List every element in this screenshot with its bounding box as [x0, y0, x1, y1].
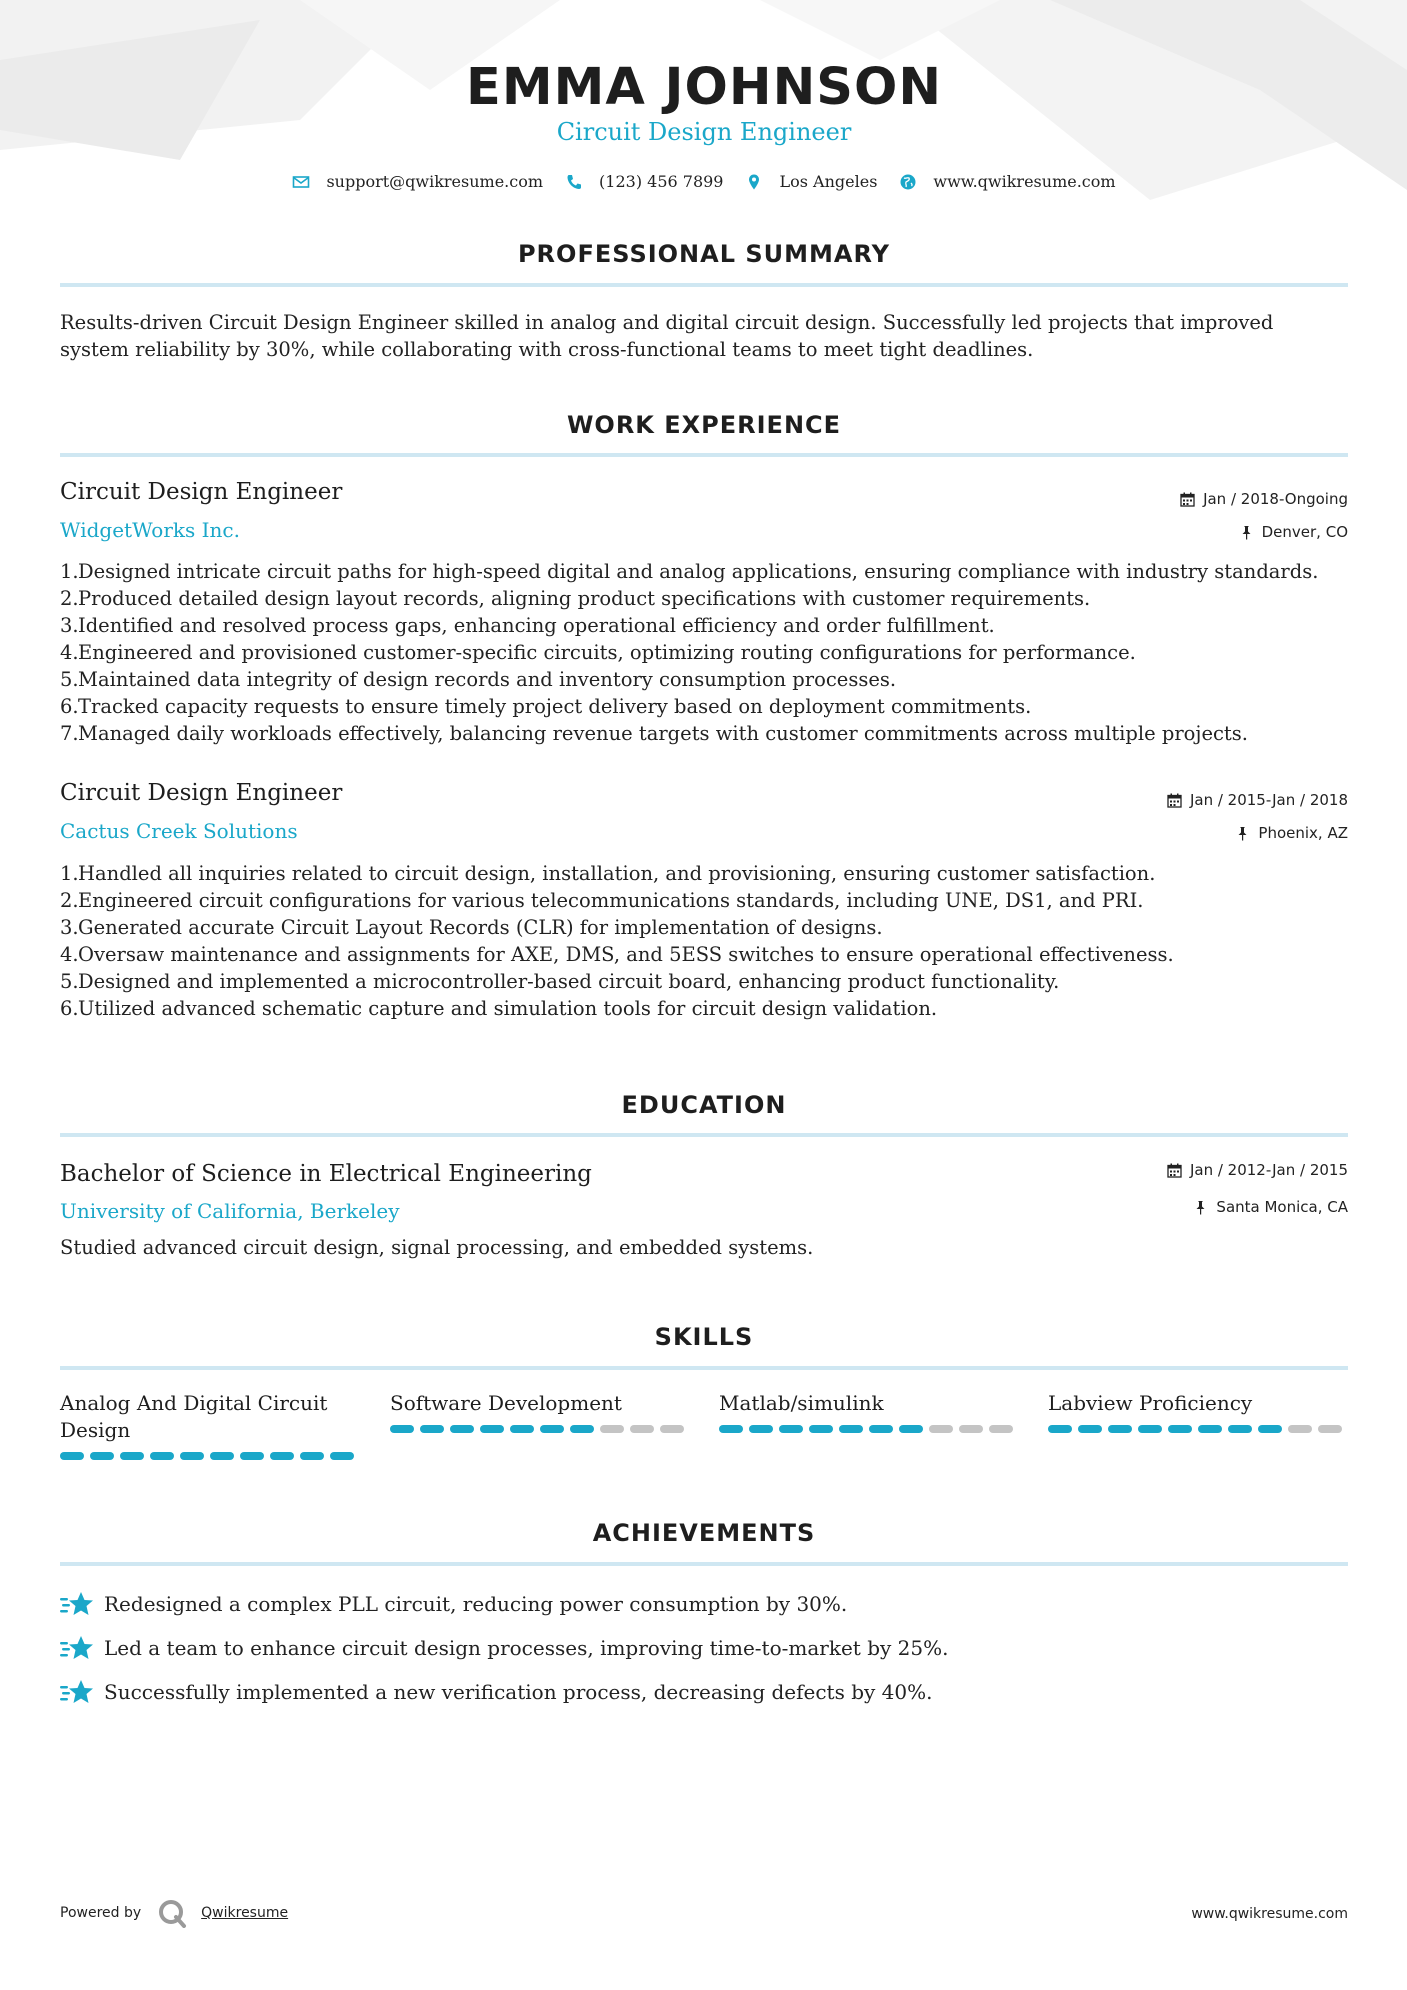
skill-segment-empty: [660, 1425, 684, 1433]
skill-segment-empty: [600, 1425, 624, 1433]
education-location: [1193, 1198, 1348, 1216]
skill-name: Matlab/simulink: [719, 1391, 884, 1415]
list-item: Engineered circuit configurations for various telecommunications standards, including UNE, DS1, and PRI.: [78, 889, 1144, 912]
list-item: Managed daily workloads effectively, balancing revenue targets with customer commitments across multiple projects.: [78, 722, 1248, 745]
achievement-item: [60, 1677, 1348, 1707]
skill-segment-filled: [300, 1452, 324, 1460]
skill-item: [390, 1390, 690, 1433]
contact-website-text: www.qwikresume.com: [933, 172, 1116, 191]
skill-segment-filled: [180, 1452, 204, 1460]
skill-segment-filled: [60, 1452, 84, 1460]
skill-segment-empty: [1318, 1425, 1342, 1433]
skill-segment-filled: [719, 1425, 743, 1433]
skill-segment-empty: [1288, 1425, 1312, 1433]
contact-email-text: support@qwikresume.com: [326, 172, 544, 191]
job-1-company: WidgetWorks Inc.: [60, 518, 240, 542]
footer-url[interactable]: www.qwikresume.com: [1191, 1906, 1348, 1922]
list-item: Designed intricate circuit paths for high-speed digital and analog applications, ensuring compliance with industry standards.: [78, 560, 1319, 583]
achievement-item: [60, 1589, 1348, 1619]
globe-icon: [899, 173, 917, 191]
skill-item: [719, 1390, 1019, 1433]
skill-segment-empty: [929, 1425, 953, 1433]
job-2-company: Cactus Creek Solutions: [60, 819, 298, 843]
education-degree: Bachelor of Science in Electrical Engineering: [60, 1161, 592, 1187]
skill-segment-filled: [1258, 1425, 1282, 1433]
skill-segment-filled: [330, 1452, 354, 1460]
list-item: Engineered and provisioned customer-specific circuits, optimizing routing configurations for performance.: [78, 641, 1136, 664]
skill-segment-empty: [959, 1425, 983, 1433]
calendar-icon: [1167, 793, 1182, 808]
list-item: Produced detailed design layout records, aligning product specifications with customer requirements.: [78, 587, 1091, 610]
skills-divider: [60, 1366, 1348, 1370]
contact-location: [745, 172, 877, 191]
skill-segment-filled: [540, 1425, 564, 1433]
summary-divider: [60, 283, 1348, 287]
skill-segment-filled: [90, 1452, 114, 1460]
skill-segment-filled: [210, 1452, 234, 1460]
skill-segment-filled: [749, 1425, 773, 1433]
job-2-dates-text: Jan / 2015-Jan / 2018: [1189, 791, 1348, 809]
achievement-item: [60, 1633, 1348, 1663]
job-1-dates-text: Jan / 2018-Ongoing: [1203, 490, 1348, 508]
list-item: Maintained data integrity of design records and inventory consumption processes.: [78, 668, 897, 691]
job-2-bullets: [60, 860, 1366, 1022]
job-1-dates: [1180, 490, 1348, 508]
skill-level-bar: [60, 1452, 360, 1460]
list-item: Oversaw maintenance and assignments for AXE, DMS, and 5ESS switches to ensure operational effectiveness.: [78, 943, 1174, 966]
job-1-bullets: [60, 558, 1366, 747]
summary-heading: PROFESSIONAL SUMMARY: [517, 240, 891, 268]
footer-powered-by: [60, 1898, 288, 1928]
achievement-text: Successfully implemented a new verification process, decreasing defects by 40%.: [104, 1680, 933, 1704]
job-2-dates: [1167, 791, 1348, 809]
candidate-title: Circuit Design Engineer: [556, 118, 852, 146]
skill-segment-filled: [480, 1425, 504, 1433]
skill-name: Analog And Digital Circuit Design: [60, 1391, 328, 1442]
skill-segment-filled: [240, 1452, 264, 1460]
skill-segment-filled: [270, 1452, 294, 1460]
contact-phone-text: (123) 456 7899: [599, 172, 724, 191]
education-dates: [1167, 1161, 1348, 1179]
education-dates-text: Jan / 2012-Jan / 2015: [1189, 1161, 1348, 1179]
education-location-text: Santa Monica, CA: [1216, 1198, 1348, 1216]
achievements-divider: [60, 1562, 1348, 1566]
education-heading: EDUCATION: [621, 1091, 787, 1119]
list-item: Tracked capacity requests to ensure timely project delivery based on deployment commitments.: [78, 695, 1032, 718]
calendar-icon: [1180, 492, 1195, 507]
skill-segment-filled: [1228, 1425, 1252, 1433]
contact-bar: [60, 172, 1348, 191]
qwikresume-logo-icon: [157, 1898, 187, 1928]
skill-segment-filled: [150, 1452, 174, 1460]
list-item: Designed and implemented a microcontroller-based circuit board, enhancing product functionality.: [78, 970, 1060, 993]
skill-level-bar: [719, 1425, 1019, 1433]
skill-segment-empty: [630, 1425, 654, 1433]
skill-segment-empty: [989, 1425, 1013, 1433]
skill-segment-filled: [450, 1425, 474, 1433]
contact-location-text: Los Angeles: [779, 172, 878, 191]
list-item: Generated accurate Circuit Layout Records (CLR) for implementation of designs.: [78, 916, 883, 939]
skill-segment-filled: [1168, 1425, 1192, 1433]
job-2-location-text: Phoenix, AZ: [1258, 824, 1348, 842]
job-2-location: [1235, 824, 1348, 842]
pushpin-icon: [1193, 1200, 1208, 1215]
skill-segment-filled: [1078, 1425, 1102, 1433]
skill-segment-filled: [1048, 1425, 1072, 1433]
skill-segment-filled: [809, 1425, 833, 1433]
skill-item: [1048, 1390, 1348, 1433]
skill-segment-filled: [510, 1425, 534, 1433]
candidate-name: EMMA JOHNSON: [465, 58, 943, 117]
powered-by-label: Powered by: [60, 1905, 142, 1921]
skill-name: Labview Proficiency: [1048, 1391, 1253, 1415]
phone-icon: [565, 173, 583, 191]
achievements-heading: ACHIEVEMENTS: [592, 1519, 816, 1547]
education-description: Studied advanced circuit design, signal processing, and embedded systems.: [60, 1236, 814, 1259]
skill-segment-filled: [120, 1452, 144, 1460]
pushpin-icon: [1239, 525, 1254, 540]
skill-level-bar: [390, 1425, 690, 1433]
skill-segment-filled: [1108, 1425, 1132, 1433]
skill-item: [60, 1390, 360, 1460]
list-item: Handled all inquiries related to circuit design, installation, and provisioning, ensuring customer satisfaction.: [78, 862, 1156, 885]
skill-level-bar: [1048, 1425, 1348, 1433]
star-icon: [60, 1589, 94, 1619]
skill-segment-filled: [1138, 1425, 1162, 1433]
star-icon: [60, 1633, 94, 1663]
skills-heading: SKILLS: [654, 1323, 754, 1351]
skill-segment-filled: [1198, 1425, 1222, 1433]
pushpin-icon: [1235, 826, 1250, 841]
summary-text: Results-driven Circuit Design Engineer skilled in analog and digital circuit design. Successfully led projects that improved system reliability by 30%, while collaborating with cross-functional teams to meet tight deadlines.: [60, 311, 1274, 361]
education-school: University of California, Berkeley: [60, 1199, 400, 1223]
job-1-location-text: Denver, CO: [1261, 523, 1348, 541]
qwikresume-link[interactable]: Qwikresume: [201, 1905, 289, 1921]
job-2-title: Circuit Design Engineer: [60, 780, 343, 806]
skill-segment-filled: [570, 1425, 594, 1433]
skill-segment-filled: [899, 1425, 923, 1433]
star-icon: [60, 1677, 94, 1707]
map-marker-icon: [745, 173, 763, 191]
achievement-text: Redesigned a complex PLL circuit, reducing power consumption by 30%.: [104, 1592, 848, 1616]
list-item: Utilized advanced schematic capture and simulation tools for circuit design validation.: [78, 997, 938, 1020]
list-item: Identified and resolved process gaps, enhancing operational efficiency and order fulfillment.: [78, 614, 995, 637]
experience-heading: WORK EXPERIENCE: [566, 411, 842, 439]
contact-phone[interactable]: [565, 172, 723, 191]
skill-name: Software Development: [390, 1391, 622, 1415]
skill-segment-filled: [839, 1425, 863, 1433]
envelope-icon: [292, 173, 310, 191]
skill-segment-filled: [869, 1425, 893, 1433]
skill-segment-filled: [420, 1425, 444, 1433]
contact-email[interactable]: [292, 172, 543, 191]
skill-segment-filled: [779, 1425, 803, 1433]
experience-divider: [60, 453, 1348, 457]
contact-website[interactable]: [899, 172, 1115, 191]
skill-segment-filled: [390, 1425, 414, 1433]
job-1-title: Circuit Design Engineer: [60, 479, 343, 505]
achievement-text: Led a team to enhance circuit design processes, improving time-to-market by 25%.: [104, 1636, 949, 1660]
job-1-location: [1239, 523, 1348, 541]
education-divider: [60, 1133, 1348, 1137]
calendar-icon: [1167, 1163, 1182, 1178]
